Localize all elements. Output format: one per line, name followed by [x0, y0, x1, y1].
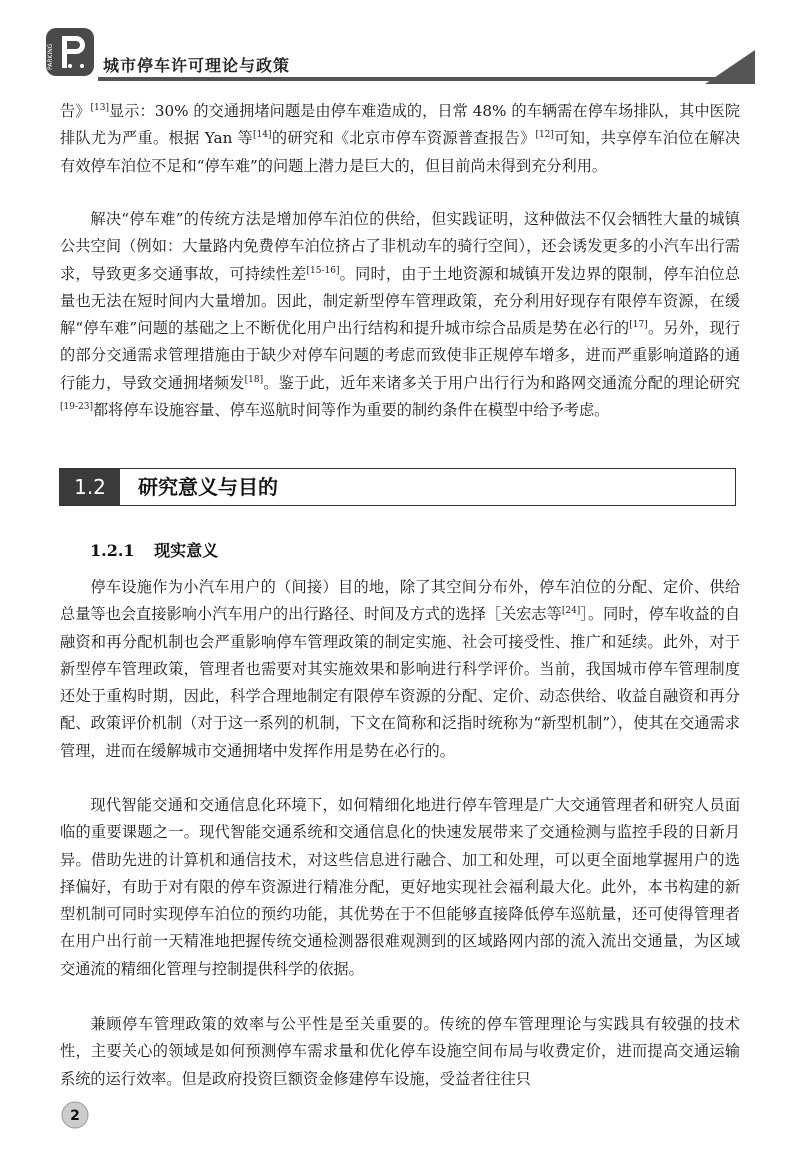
citation-ref: [15-16] [306, 265, 340, 276]
subsection-heading [90, 538, 218, 561]
header-rule [98, 77, 738, 81]
text-run: 解决“停车难”的传统方法是增加停车泊位的供给，但实践证明，这种做法不仅会牺牲大量的城镇公共空间（例如：大量路内免费停车泊位挤占了非机动车的骑行空间），还会诱发更多的小汽车出行需求，导致更多交通事故，可持续性差 [60, 210, 740, 283]
paragraph-2 [60, 206, 740, 424]
citation-ref: [19-23] [60, 402, 93, 413]
paragraph-4 [60, 792, 740, 983]
citation-ref: [12] [535, 130, 554, 141]
page-header [0, 0, 790, 85]
text-run: 。另外，现行的部分交通需求管理措施由于缺少对停车问题的考虑而致使非正规停车增多，进而严重影响道路的通行能力，导致交通拥堵频发 [60, 319, 741, 392]
citation-ref: [17] [629, 320, 648, 331]
page-number-badge [60, 1100, 90, 1130]
section-title: 研究意义与目的 [138, 475, 278, 499]
text-run: 。同时，由于土地资源和城镇开发边界的限制，停车泊位总量也无法在短时间内大量增加。因此，制定新型停车管理政策，充分利用好现存有限停车资源，在缓解“停车难”问题的基础之上不断优化用户出行结构和提升城市综合品质是势在必行的 [60, 264, 741, 338]
citation-ref: [14] [253, 130, 272, 141]
text-run: 停车设施作为小汽车用户的（间接）目的地，除了其空间分布外，停车泊位的分配、定价、供给总量等也会直接影响小汽车用户的出行路径、时间及方式的选择［关宏志等 [60, 578, 740, 624]
subsection-number: 1.2.1 [90, 541, 135, 560]
paragraph-5 [60, 1011, 740, 1093]
citation-ref: [24] [561, 606, 581, 617]
text-run: ］。同时，停车收益的自融资和再分配机制也会严重影响停车管理政策的制定实施、社会可接受性、推广和延续。此外，对于新型停车管理政策，管理者也需要对其实施效果和影响进行科学评价。当前，我国城市停车管理制度还处于重构时期，因此，科学合理地制定有限停车资源的分配、定价、动态供给、收益自融资和再分配、政策评价机制（对于这一系列的机制，下文在简称和泛指时统称为“新型机制”），使其在交通需求管理，进而在缓解城市交通拥堵中发挥作用是势在必行的。 [60, 605, 741, 760]
paragraph-3 [60, 574, 740, 765]
parking-logo-icon [46, 24, 96, 78]
text-run: 。鉴于此，近年来诸多关于用户出行行为和路网交通流分配的理论研究 [263, 373, 741, 392]
text-run: 都将停车设施容量、停车巡航时间等作为重要的制约条件在模型中给予考虑。 [92, 401, 610, 420]
logo-vertical-text: PARKING [47, 43, 54, 70]
text-run: 兼顾停车管理政策的效率与公平性是至关重要的。传统的停车管理理论与实践具有较强的技术性，主要关心的领域是如何预测停车需求量和优化停车设施空间布局与收费定价，进而提高交通运输系统的运行效率。但是政府投资巨额资金修建停车设施，受益者往往只 [60, 1015, 740, 1088]
page-number: 2 [70, 1108, 80, 1124]
section-heading [59, 468, 736, 506]
text-run: 现代智能交通和交通信息化环境下，如何精细化地进行停车管理是广大交通管理者和研究人员面临的重要课题之一。现代智能交通系统和交通信息化的快速发展带来了交通检测与监控手段的日新月异。借助先进的计算机和通信技术，对这些信息进行融合、加工和处理，可以更全面地掌握用户的选择偏好，有助于对有限的停车资源进行精准分配，更好地实现社会福利最大化。此外，本书构建的新型机制可同时实现停车泊位的预约功能，其优势在于不但能够直接降低停车巡航量，还可使得管理者在用户出行前一天精准地把握传统交通检测器很难观测到的区域路网内部的流入流出交通量，为区域交通流的精细化管理与控制提供科学的依据。 [60, 796, 740, 978]
text-run: 的研究和《北京市停车资源普查报告》 [271, 129, 536, 148]
text-run: 显示：30% 的交通拥堵问题是由停车难造成的，日常 48% 的车辆需在停车场排队，其中医院排队尤为严重。根据 Yan 等 [60, 102, 741, 148]
citation-ref: [18] [244, 374, 264, 385]
section-number: 1.2 [60, 469, 120, 505]
subsection-title: 现实意义 [154, 541, 219, 560]
citation-ref: [13] [90, 103, 109, 113]
text-run: 可知，共享停车泊位在解决有效停车泊位不足和“停车难”的问题上潜力是巨大的，但目前尚未得到充分利用。 [60, 129, 741, 175]
header-title: 城市停车许可理论与政策 [103, 56, 291, 75]
paragraph-1 [60, 98, 740, 180]
text-run: 告》 [60, 102, 91, 120]
